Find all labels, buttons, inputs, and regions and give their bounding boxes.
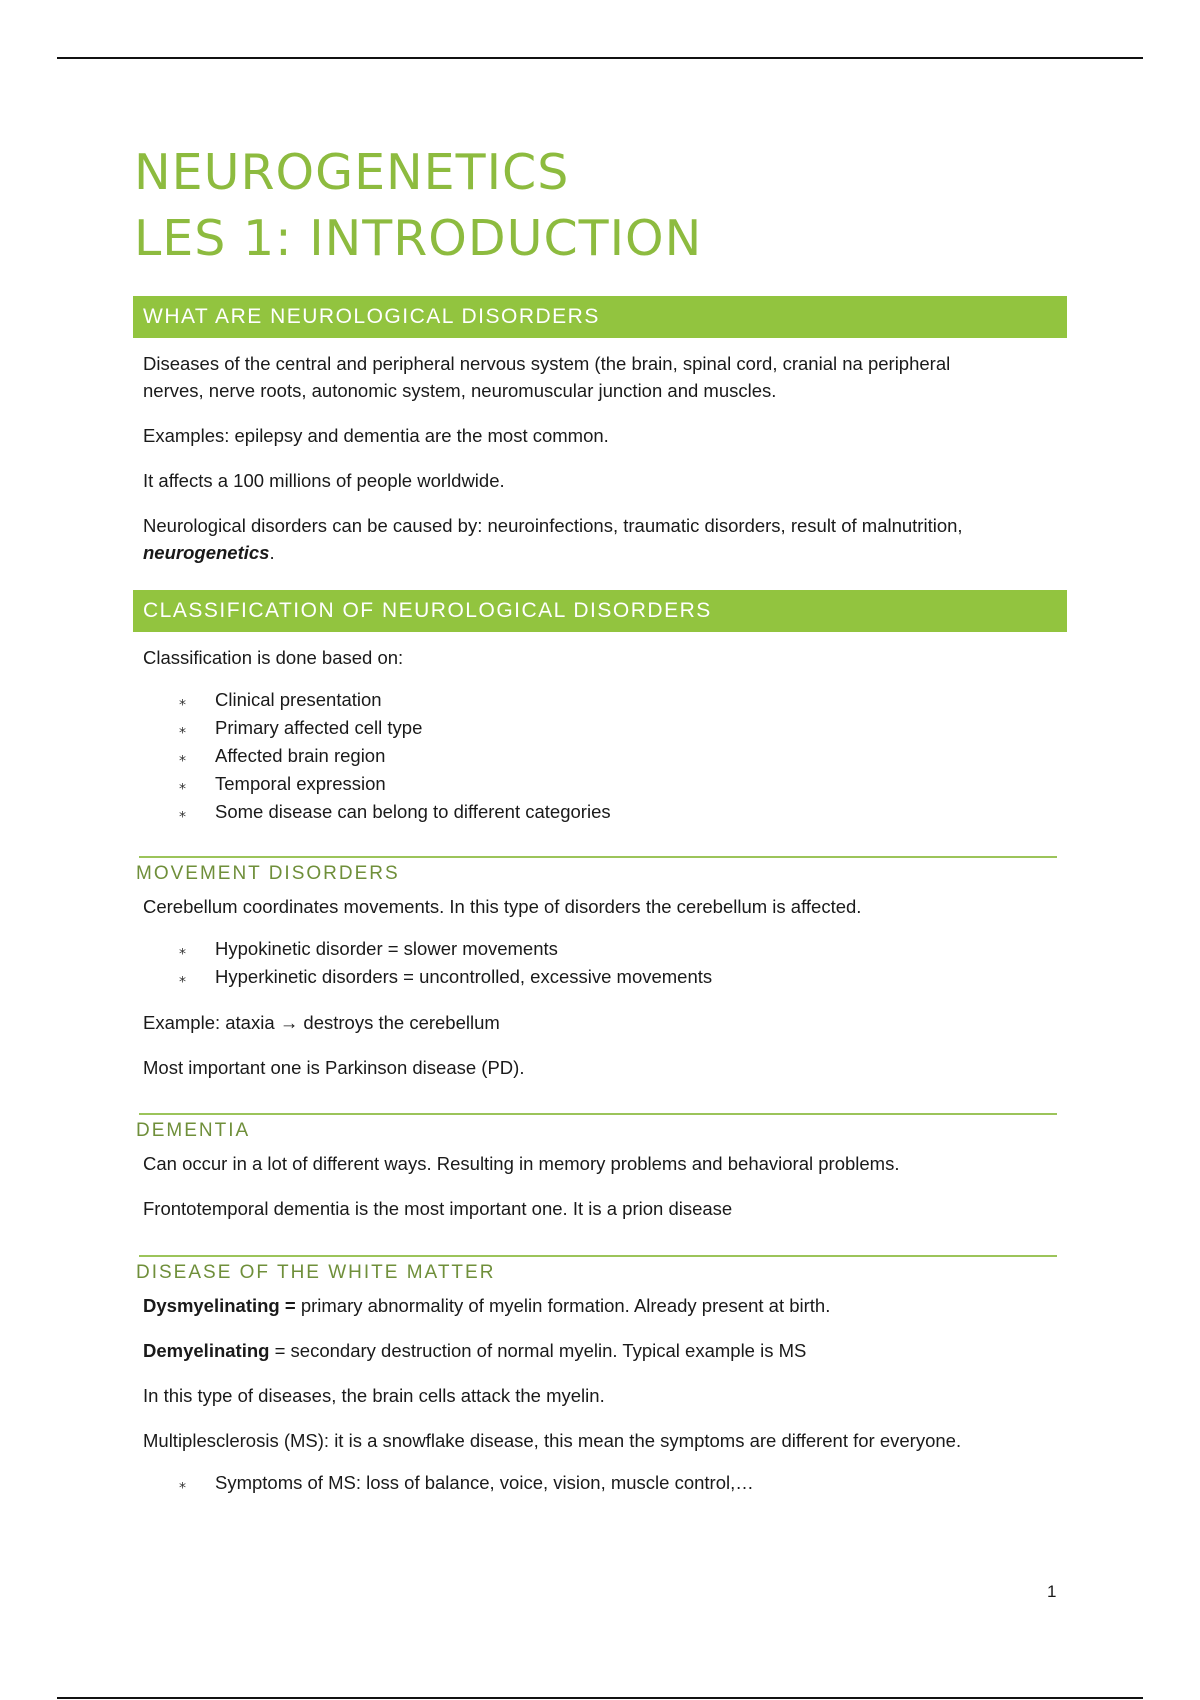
list-item: ⁎ Clinical presentation bbox=[134, 686, 1068, 714]
list-item: ⁎ Primary affected cell type bbox=[134, 714, 1068, 742]
bullet-icon: ⁎ bbox=[179, 941, 186, 957]
paragraph-dysmyelinating: Dysmyelinating = primary abnormality of myelin formation. Already present at birth. bbox=[143, 1295, 831, 1316]
document-title bbox=[134, 140, 1068, 272]
list-item: ⁎ Affected brain region bbox=[134, 742, 1068, 770]
classification-bullet-list bbox=[134, 686, 1068, 826]
paragraph-line: Neurological disorders can be caused by: neuroinfections, traumatic disorders, result of malnutrition, bbox=[143, 515, 963, 536]
ms-bullet-list bbox=[134, 1469, 1068, 1497]
paragraph-ms: Multiplesclerosis (MS): it is a snowflake disease, this mean the symptoms are different for everyone. bbox=[143, 1430, 962, 1451]
section-heading-what-are: WHAT ARE NEUROLOGICAL DISORDERS bbox=[133, 296, 1067, 338]
paragraph-demyelinating: Demyelinating = secondary destruction of normal myelin. Typical example is MS bbox=[143, 1340, 807, 1361]
paragraph-cerebellum: Cerebellum coordinates movements. In this type of disorders the cerebellum is affected. bbox=[143, 896, 862, 917]
paragraph-definition bbox=[134, 350, 1068, 404]
list-item: ⁎ Hyperkinetic disorders = uncontrolled, excessive movements bbox=[134, 963, 1068, 991]
paragraph-classification-intro: Classification is done based on: bbox=[143, 647, 404, 668]
bullet-icon: ⁎ bbox=[179, 776, 186, 792]
top-rule bbox=[57, 57, 1143, 59]
paragraph-brain-cells: In this type of diseases, the brain cells attack the myelin. bbox=[143, 1385, 605, 1406]
movement-bullet-list bbox=[134, 935, 1068, 991]
paragraph-line: nerves, nerve roots, autonomic system, neuromuscular junction and muscles. bbox=[143, 380, 777, 401]
bottom-rule bbox=[57, 1697, 1143, 1699]
bullet-icon: ⁎ bbox=[179, 720, 186, 736]
page-number: 1 bbox=[1047, 1582, 1057, 1601]
list-item: ⁎ Hypokinetic disorder = slower movements bbox=[134, 935, 1068, 963]
paragraph-causes bbox=[134, 512, 1068, 566]
title-line-1: NEUROGENETICS bbox=[134, 144, 570, 201]
list-item: ⁎ Some disease can belong to different categories bbox=[134, 798, 1068, 826]
subheading-movement: MOVEMENT DISORDERS bbox=[139, 856, 1057, 887]
bullet-icon: ⁎ bbox=[179, 1475, 186, 1491]
paragraph-affects: It affects a 100 millions of people worldwide. bbox=[143, 470, 505, 491]
period: . bbox=[269, 542, 275, 563]
paragraph-ataxia: Example: ataxia → destroys the cerebellum bbox=[143, 1012, 500, 1033]
document-page bbox=[134, 140, 1068, 1497]
title-line-2: LES 1: INTRODUCTION bbox=[134, 210, 703, 267]
bullet-icon: ⁎ bbox=[179, 692, 186, 708]
bullet-icon: ⁎ bbox=[179, 969, 186, 985]
paragraph-frontotemporal: Frontotemporal dementia is the most important one. It is a prion disease bbox=[143, 1198, 733, 1219]
emphasis-neurogenetics: neurogenetics bbox=[143, 542, 270, 563]
subheading-white-matter: DISEASE OF THE WHITE MATTER bbox=[139, 1255, 1057, 1286]
section-heading-classification: CLASSIFICATION OF NEUROLOGICAL DISORDERS bbox=[133, 590, 1067, 632]
bullet-icon: ⁎ bbox=[179, 748, 186, 764]
paragraph-line bbox=[143, 539, 1068, 566]
list-item: ⁎ Symptoms of MS: loss of balance, voice, vision, muscle control,… bbox=[134, 1469, 1068, 1497]
subheading-dementia: DEMENTIA bbox=[139, 1113, 1057, 1144]
bullet-icon: ⁎ bbox=[179, 804, 186, 820]
paragraph-examples: Examples: epilepsy and dementia are the most common. bbox=[143, 425, 609, 446]
paragraph-line: Diseases of the central and peripheral nervous system (the brain, spinal cord, cranial na peripheral bbox=[143, 353, 951, 374]
list-item: ⁎ Temporal expression bbox=[134, 770, 1068, 798]
paragraph-parkinson: Most important one is Parkinson disease (PD). bbox=[143, 1057, 525, 1078]
paragraph-dementia-ways: Can occur in a lot of different ways. Resulting in memory problems and behavioral problems. bbox=[143, 1153, 900, 1174]
